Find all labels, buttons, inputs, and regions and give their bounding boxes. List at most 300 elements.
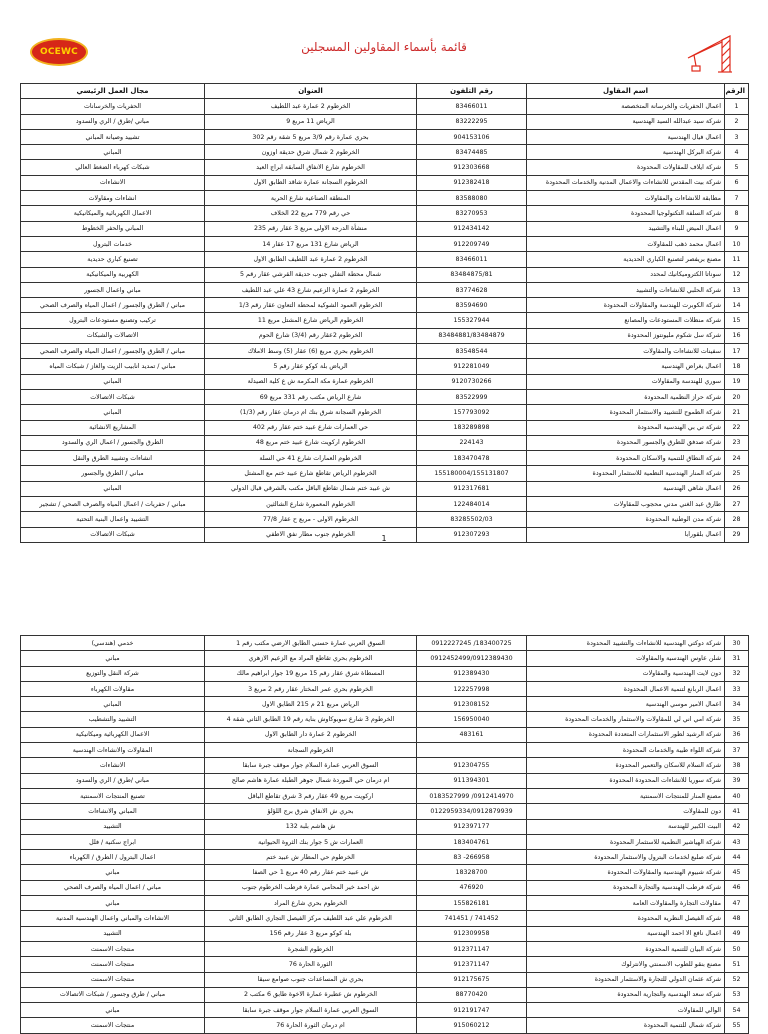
column-header-phone: رقم التلفون [417,84,527,99]
address-cell: منشأة الدرجة الاولى مربع 3 عقار رقم 235 [205,221,417,236]
address-cell: بلة كوكو مربع 3 عقار رقم 156 [205,926,417,941]
table-row [21,926,749,941]
address-cell: الرياض 11 مربع 9 [205,114,417,129]
main-field-cell: اعمال البترول / الطرق / الكهرباء [21,850,205,865]
table-row [21,758,749,773]
main-field-cell: مباني / اعمال المياه والصرف الصحي [21,880,205,895]
table-row [21,804,749,819]
row-number-cell: 20 [725,389,749,404]
address-cell: الخرطوم 2 عمارة عبد اللطيف الطابق الاول [205,252,417,267]
phone-number-cell: 183470478 [417,451,527,466]
contractor-name-cell: اعمال شاهي الهندسية [527,481,725,496]
main-field-cell: التشييد [21,926,205,941]
table-row [21,666,749,681]
row-number-cell: 22 [725,420,749,435]
address-cell: الخرطوم السجانة عمارة شاقد الطابق الاول [205,175,417,190]
phone-number-cell: 18328700 [417,865,527,880]
phone-number-cell: 122484014 [417,497,527,512]
contractor-name-cell: اعمال الامير موسي الهندسية [527,697,725,712]
row-number-cell: 7 [725,191,749,206]
row-number-cell: 9 [725,221,749,236]
main-field-cell: مباني واعمال الجسور [21,282,205,297]
address-cell: الخرطوم 2 عمارة عبد اللطيف [205,99,417,114]
table-row [21,389,749,404]
contractor-name-cell: شركة فرطب الهندسية والتجارة المحدودة [527,880,725,895]
contractor-name-cell: شركة دوكتي الهندسية للانشاءات والتشييد المحدودة [527,636,725,651]
table-row [21,681,749,696]
main-field-cell: مباني [21,651,205,666]
main-field-cell: الطرق والجسور / اعمال الري والسدود [21,435,205,450]
address-cell: الخرطوم بحري تقاطع المراد مع الزعيم الازهري [205,651,417,666]
phone-number-cell: 83594690 [417,298,527,313]
row-number-cell: 51 [725,957,749,972]
contractor-name-cell: شركة صدفق للطرق والجسور المحدودة [527,435,725,450]
table-row [21,344,749,359]
main-field-cell: تشييد وصيانة المباني [21,129,205,144]
phone-number-cell: 0912227245 /183400725 [417,636,527,651]
contractor-name-cell: سفينات للانشاءات والمقاولات [527,344,725,359]
phone-number-cell: 183289898 [417,420,527,435]
row-number-cell: 50 [725,941,749,956]
main-field-cell: مباني / تمديد انابيب الزيت والغاز / شبكات المياه [21,359,205,374]
phone-number-cell: 83588080 [417,191,527,206]
address-cell: الثورة الحارة 76 [205,957,417,972]
phone-number-cell: 83 -266958 [417,850,527,865]
contractor-name-cell: شركة البركل الهندسية [527,145,725,160]
table-header-row [21,84,749,99]
phone-number-cell: 157793092 [417,405,527,420]
row-number-cell: 30 [725,636,749,651]
row-number-cell: 12 [725,267,749,282]
phone-number-cell: 476920 [417,880,527,895]
table-row [21,819,749,834]
table-row [21,298,749,313]
column-header-main-field: مجال العمل الرئيسي [21,84,205,99]
main-field-cell: مباني /طرق / الري والسدود [21,773,205,788]
table-row [21,497,749,512]
main-field-cell: منتجات الاسمنت [21,1018,205,1033]
table-row [21,129,749,144]
contractors-table-page-2 [20,635,749,1034]
main-field-cell: مقاولات الكهرباء [21,681,205,696]
phone-number-cell: 83484875/81 [417,267,527,282]
page-number: 1 [381,534,387,543]
row-number-cell: 21 [725,405,749,420]
main-field-cell: المشاريع الانشائية [21,420,205,435]
contractor-name-cell: شركة سيد عبدالله السيد الهندسية [527,114,725,129]
contractor-name-cell: شركة سعد الهندسية والتجارية المحدودة [527,987,725,1002]
row-number-cell: 55 [725,1018,749,1033]
address-cell: الخرطوم الرياض تقاطع شارع عبيد ختم مع المشتل [205,466,417,481]
row-number-cell: 31 [725,651,749,666]
table-row [21,834,749,849]
phone-number-cell: 912304755 [417,758,527,773]
contractor-name-cell: شركة تي بي الهندسية المحدودة [527,420,725,435]
contractor-name-cell: اعمال فيال الهندسية [527,129,725,144]
main-field-cell: الكهربية والميكانيكية [21,267,205,282]
main-field-cell: تصنيع كباري حديدية [21,252,205,267]
address-cell: الخرطوم 2 عمارة دار الطابق الاول [205,727,417,742]
phone-number-cell: 155826181 [417,896,527,911]
phone-number-cell: 83474485 [417,145,527,160]
phone-number-cell: 483161 [417,727,527,742]
table-row [21,911,749,926]
contractor-name-cell: اعمال بلقورابا [527,527,725,542]
row-number-cell: 46 [725,880,749,895]
contractor-name-cell: شركة ايلاف للمقاولات المحدودة [527,160,725,175]
page-header [0,28,768,80]
contractor-name-cell: شركة النطاق للتنمية والاسكان المحدودة [527,451,725,466]
main-field-cell: التشييد [21,819,205,834]
phone-number-cell: 915060212 [417,1018,527,1033]
row-number-cell: 35 [725,712,749,727]
address-cell: اركويت مربع 49 عقار رقم 3 شرق تقاطع الباقل [205,788,417,803]
phone-number-cell: 83522999 [417,389,527,404]
address-cell: الرياض شارع 131 مربع 17 عقار 14 [205,236,417,251]
crane-icon [682,28,734,76]
address-cell: الخرطوم 2عقار رقم (3/4) شارع الحوم [205,328,417,343]
row-number-cell: 19 [725,374,749,389]
contractor-name-cell: شركة المنار الهندسية النظمية للاستثمار المحدودة [527,466,725,481]
phone-number-cell: 912309958 [417,926,527,941]
address-cell: الخرطوم ش عطبرة عمارة الاخوة طابق 6 مكتب 2 [205,987,417,1002]
contractor-name-cell: شركة سل شكوم مليونتوز المحدودة [527,328,725,343]
main-field-cell: تصنيع المنتجات الاسمنتية [21,788,205,803]
table-row [21,880,749,895]
address-cell: المنطقة الصناعية شارع الحرية [205,191,417,206]
address-cell: الخرطوم الاولى - مربع ح عقار 77/8 [205,512,417,527]
address-cell: بحري ش الانفاق شرق برج اللؤلؤ [205,804,417,819]
address-cell: ش عبيد ختم عقار رقم 40 مربع 1 حي الصفا [205,865,417,880]
table-row [21,987,749,1002]
table-row [21,374,749,389]
address-cell: ام درمان الثورة الحارة 76 [205,1018,417,1033]
phone-number-cell: 912397177 [417,819,527,834]
row-number-cell: 25 [725,466,749,481]
main-field-cell: مباني / حفريات / اعمال المياه والصرف الصحي / تشجير [21,497,205,512]
phone-number-cell: 911394301 [417,773,527,788]
table-row [21,636,749,651]
row-number-cell: 14 [725,298,749,313]
phone-number-cell: 83484881/83484879 [417,328,527,343]
main-field-cell: مباني / الطرق والجسور [21,466,205,481]
phone-number-cell: 224143 [417,435,527,450]
phone-number-cell: 155327944 [417,313,527,328]
row-number-cell: 42 [725,819,749,834]
contractor-name-cell: البيت الكبير للهندسة [527,819,725,834]
address-cell: السوق العربي عمارة حسني الطابق الارضي مكتب رقم 1 [205,636,417,651]
main-field-cell: الانشاءات والمباني واعمال الهندسية المدنية [21,911,205,926]
address-cell: الخرطوم بحري مربع (6) عقار (5) وسط الاملاك [205,344,417,359]
table-row [21,252,749,267]
main-field-cell: الاعمال الكهربائية والميكانيكية [21,206,205,221]
contractor-name-cell: شركة اللواء طيبة والخدمات المحدودة [527,743,725,758]
row-number-cell: 2 [725,114,749,129]
phone-number-cell: 183404761 [417,834,527,849]
page-title: قائمة بأسماء المقاولين المسجلين [301,40,467,54]
phone-number-cell: 88770420 [417,987,527,1002]
table-row [21,359,749,374]
address-cell: المسطاة شرق عقار رقم 15 مربع 19 جوار ابراهيم مالك [205,666,417,681]
company-logo [30,38,88,66]
main-field-cell: منتجات الاسمنت [21,972,205,987]
phone-number-cell: 0122959334/0912879939 [417,804,527,819]
address-cell: الخرطوم السجانة شرق بنك ام درمان عقار رقم (1/3) [205,405,417,420]
row-number-cell: 43 [725,834,749,849]
table-row [21,727,749,742]
contractor-name-cell: شركة الطموح للتشييد والاستثمار المحدودة [527,405,725,420]
contractor-name-cell: شركة الفيصل النظرية المحدودة [527,911,725,926]
table-row [21,221,749,236]
phone-number-cell: 9120730266 [417,374,527,389]
phone-number-cell: 912209749 [417,236,527,251]
address-cell: الخرطوم العمارات شارع 41 حي السلة [205,451,417,466]
table-row [21,712,749,727]
main-field-cell: التشييد والتشطيب [21,712,205,727]
address-cell: الخرطوم علي عبد اللطيف مركز الفيصل التجاري الطابق الثاني [205,911,417,926]
contractor-name-cell: الوالي للمقاولات [527,1003,725,1018]
phone-number-cell: 912281049 [417,359,527,374]
main-field-cell: شركة النقل والتوزيع [21,666,205,681]
table-row [21,282,749,297]
row-number-cell: 44 [725,850,749,865]
address-cell: بحري عمارة رقم 3/9 مربع 5 شقة رقم 302 [205,129,417,144]
table-row [21,850,749,865]
contractor-name-cell: شركة شبيوم الهندسية والمقاولات المحدودة [527,865,725,880]
table-row [21,865,749,880]
table-row [21,957,749,972]
table-row [21,1003,749,1018]
row-number-cell: 11 [725,252,749,267]
contractor-name-cell: اعمال محمد ذهب للمقاولات [527,236,725,251]
address-cell: الخرطوم بحري شارع المراد [205,896,417,911]
address-cell: الخرطوم شارع الانفاق السابقة ابراج العيد [205,160,417,175]
row-number-cell: 47 [725,896,749,911]
contractor-name-cell: شركة بيت المقدس للانشاءات والاعمال المدنية والخدمات المحدودة [527,175,725,190]
phone-number-cell: 83548544 [417,344,527,359]
main-field-cell: خدمات البترول [21,236,205,251]
row-number-cell: 15 [725,313,749,328]
main-field-cell: الاعمال الكهربائية وميكانيكية [21,727,205,742]
table-row [21,1018,749,1033]
address-cell: شارع الرياض مكتب رقم 331 مربع 69 [205,389,417,404]
contractor-name-cell: شركة شمال للتنمية المحدودة [527,1018,725,1033]
main-field-cell: المباني [21,145,205,160]
column-header-contractor-name: اسم المقاول [527,84,725,99]
phone-number-cell: 912317681 [417,481,527,496]
row-number-cell: 16 [725,328,749,343]
row-number-cell: 37 [725,743,749,758]
row-number-cell: 1 [725,99,749,114]
main-field-cell: انشاءات ومقاولات [21,191,205,206]
contractor-name-cell: شركة عثمان الدولي للتجارة والاستثمار المحدودة [527,972,725,987]
phone-number-cell: 0183527999 /0912414970 [417,788,527,803]
address-cell: الخرطوم العمود الشوكية لمحطة التعاون عقار رقم 1/3 [205,298,417,313]
address-cell: الخرطوم عمارة مكة المكرمة ش ع كلية الصيدلة [205,374,417,389]
address-cell: الرياض بلة كوكو عقار رقم 5 [205,359,417,374]
main-field-cell: مباني / الطرق والجسور / اعمال المياه والصرف الصحي [21,298,205,313]
main-field-cell: المقاولات والانشاءات الهندسية [21,743,205,758]
table-row [21,896,749,911]
row-number-cell: 36 [725,727,749,742]
main-field-cell: شبكات الاتصالات [21,527,205,542]
address-cell: الخرطوم 2 عمارة الزعيم شارع 43 علي عبد اللطيف [205,282,417,297]
contractor-name-cell: شركة منظلات المستودعات والمصانع [527,313,725,328]
row-number-cell: 27 [725,497,749,512]
column-header-address: العنوان [205,84,417,99]
row-number-cell: 18 [725,359,749,374]
row-number-cell: 32 [725,666,749,681]
phone-number-cell: 0912452499/0912389430 [417,651,527,666]
table-row [21,435,749,450]
table-row [21,788,749,803]
address-cell: السوق العربي عمارة السلام جوار موقف جبرة سابقا [205,1003,417,1018]
address-cell: العمارات ش 5 جوار بنك الثروة الحيوانية [205,834,417,849]
contractor-name-cell: اعمال الحفريات والخرسانة المتخصصة [527,99,725,114]
main-field-cell: المباني والانشاءات [21,804,205,819]
phone-number-cell: 156950040 [417,712,527,727]
contractor-name-cell: مقاولات التجارة والمقاولات العامة [527,896,725,911]
row-number-cell: 33 [725,681,749,696]
row-number-cell: 49 [725,926,749,941]
phone-number-cell: 83285502/03 [417,512,527,527]
contractor-name-cell: شركة السلفة التكنولوجيا المحدودة [527,206,725,221]
contractor-name-cell: شركة الهياشير النظمية للاستثمار المحدودة [527,834,725,849]
main-field-cell: مباني / الطرق والجسور / اعمال المياه والصرف الصحي [21,344,205,359]
main-field-cell: المباني [21,697,205,712]
table-row [21,160,749,175]
table-row [21,941,749,956]
row-number-cell: 52 [725,972,749,987]
main-field-cell: الاتصالات والشبكات [21,328,205,343]
table-row [21,313,749,328]
contractor-name-cell: طارق عبد الغني مدني محجوب للمقاولات [527,497,725,512]
row-number-cell: 3 [725,129,749,144]
table-row [21,451,749,466]
table-row [21,773,749,788]
contractor-name-cell: مصنع بريفصر لتصنيع الكباري الحديدية [527,252,725,267]
main-field-cell: شبكات كهرباء الضغط العالي [21,160,205,175]
contractor-name-cell: اعمال بغراض الهندسية [527,359,725,374]
address-cell: ش هاشم بلبة 132 [205,819,417,834]
row-number-cell: 24 [725,451,749,466]
row-number-cell: 45 [725,865,749,880]
main-field-cell: انشاءات وتشييد الطرق والنقل [21,451,205,466]
main-field-cell: التشييد واعمال البنية التحتية [21,512,205,527]
row-number-cell: 6 [725,175,749,190]
table-row [21,743,749,758]
phone-number-cell: 912191747 [417,1003,527,1018]
table-row [21,512,749,527]
phone-number-cell: 912307293 [417,527,527,542]
address-cell: الخرطوم اركويت شارع عبيد ختم مربع 48 [205,435,417,450]
address-cell: الخرطوم جنوب مطار نفق الاطفي [205,527,417,542]
column-header-number: الرقم [725,84,749,99]
address-cell: حي العمارات شارع عبيد ختم عقار رقم 402 [205,420,417,435]
main-field-cell: الانشاءات [21,175,205,190]
phone-number-cell: 912175675 [417,972,527,987]
table-row [21,405,749,420]
phone-number-cell: 904153106 [417,129,527,144]
table-row [21,191,749,206]
row-number-cell: 34 [725,697,749,712]
contractor-name-cell: شركة السلام للاسكان والتعمير المحدودة [527,758,725,773]
table-row [21,466,749,481]
contractor-name-cell: شركة صلبع لخدمات البترول والاستثمار المحدودة [527,850,725,865]
row-number-cell: 38 [725,758,749,773]
row-number-cell: 41 [725,804,749,819]
main-field-cell: خدمي (هندسي) [21,636,205,651]
address-cell: بحري ش المساعدات جنوب صوامع سيقا [205,972,417,987]
main-field-cell: تركيب وتصنيع مستودعات البترول [21,313,205,328]
main-field-cell: شبكات الاتصالات [21,389,205,404]
contractor-name-cell: شركة امي اني لي للمقاولات والاستثمار والخدمات المحدودة [527,712,725,727]
contractor-name-cell: شركة سوريا للانشاءات المحدودة المحدودة [527,773,725,788]
main-field-cell: منتجات الاسمنت [21,941,205,956]
address-cell: شمال محطة النفلي جنوب حديقة القرشي عقار رقم 5 [205,267,417,282]
row-number-cell: 29 [725,527,749,542]
contractor-name-cell: شركة مدن الوطنية المحدودة [527,512,725,527]
row-number-cell: 26 [725,481,749,496]
table-row [21,697,749,712]
contractor-name-cell: اعمال نافع الا احمد الهندسية [527,926,725,941]
address-cell: الخرطوم المعمورة شارع الشالثين [205,497,417,512]
row-number-cell: 48 [725,911,749,926]
table-row [21,114,749,129]
table-row [21,972,749,987]
address-cell: حي رقم 779 مربع 22 الخلاف [205,206,417,221]
main-field-cell: مباني / طرق وجسور / شبكات الاتصالات [21,987,205,1002]
contractor-name-cell: سوناتا الكتروميكانيك لمحدد [527,267,725,282]
phone-number-cell: 912303668 [417,160,527,175]
main-field-cell: الانشاءات [21,758,205,773]
row-number-cell: 54 [725,1003,749,1018]
phone-number-cell [417,743,527,758]
row-number-cell: 5 [725,160,749,175]
address-cell: الخرطوم الشجرة [205,941,417,956]
main-field-cell: الحفريات والخرسانات [21,99,205,114]
main-field-cell: مباني [21,1003,205,1018]
address-cell: ش احمد خير المحامي عمارة فرطب الخرطوم جنوب [205,880,417,895]
phone-number-cell: 912308152 [417,697,527,712]
row-number-cell: 13 [725,282,749,297]
contractor-name-cell: اعمال الربانع لتنمية الاعمال المحدودة [527,681,725,696]
main-field-cell: المباني [21,374,205,389]
phone-number-cell: 155180004/155131807 [417,466,527,481]
contractor-name-cell: اعمال الميض للبناء والتشييد [527,221,725,236]
phone-number-cell: 912389430 [417,666,527,681]
phone-number-cell: 83222295 [417,114,527,129]
table-row [21,651,749,666]
row-number-cell: 53 [725,987,749,1002]
table-row [21,481,749,496]
main-field-cell: ابراج سكنية / فلل [21,834,205,849]
main-field-cell: المباني والحفر الخطوط [21,221,205,236]
row-number-cell: 10 [725,236,749,251]
address-cell: الخرطوم السجانة [205,743,417,758]
address-cell: ام درمان حي الموردة شمال جوهر الطبلة عمارة هاشم صالح [205,773,417,788]
logo-text: OCEWC [40,47,78,57]
phone-number-cell: 912371147 [417,941,527,956]
address-cell: الخرطوم الرياض شارع المشتل مربع 11 [205,313,417,328]
phone-number-cell: 741451 / 741452 [417,911,527,926]
phone-number-cell: 83466011 [417,252,527,267]
main-field-cell: مباني [21,865,205,880]
table-row [21,99,749,114]
phone-number-cell: 912434142 [417,221,527,236]
table-row [21,206,749,221]
phone-number-cell: 83774628 [417,282,527,297]
